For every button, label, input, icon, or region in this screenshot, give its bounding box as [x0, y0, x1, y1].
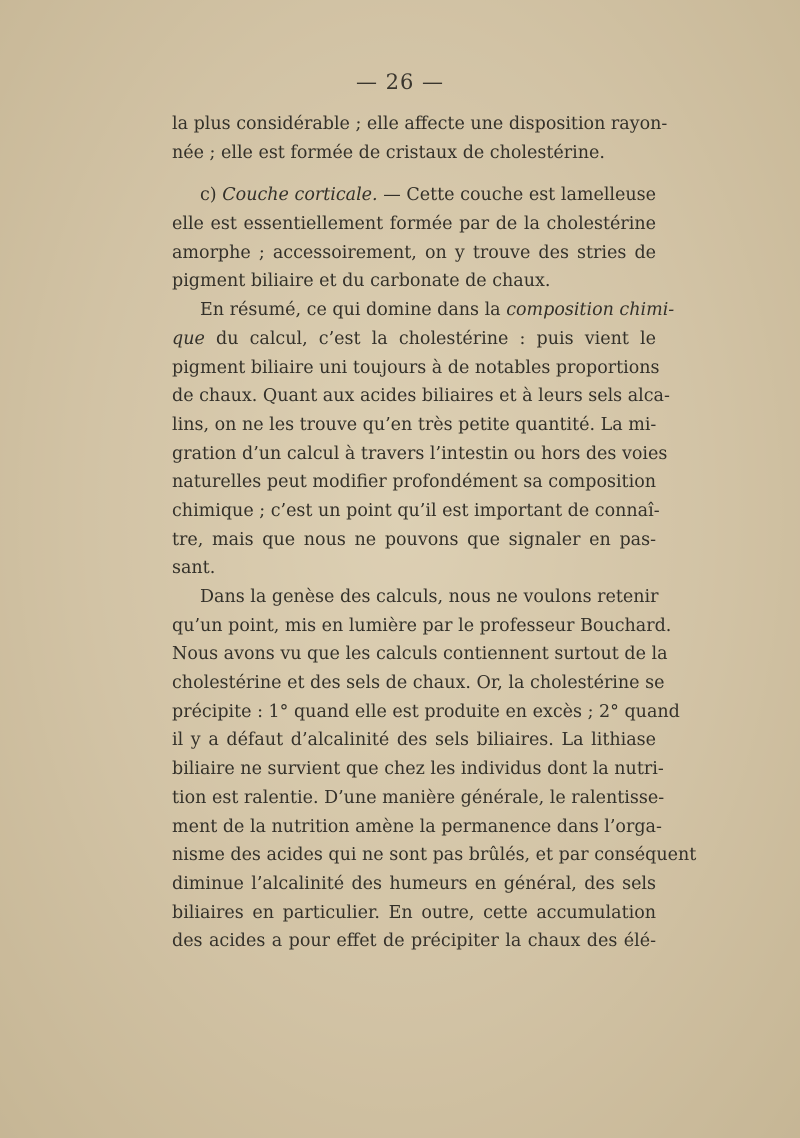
text-line — [172, 497, 660, 526]
text-line-content: née ; elle est formée de cristaux de cholestérine. — [172, 142, 605, 163]
text-line — [172, 755, 664, 784]
text-line-prefix: c) — [200, 185, 223, 206]
text-line — [172, 139, 656, 168]
text-line — [172, 899, 656, 928]
text-line-content: sant. — [172, 558, 216, 579]
text-line-content: la plus considérable ; elle affecte une disposition rayon- — [172, 114, 668, 134]
text-line — [172, 181, 656, 210]
text-line-content: tion est ralentie. D’une manière générale, le ralentisse- — [172, 787, 665, 808]
text-line-content: biliaires en particulier. En outre, cette accumulation — [172, 902, 656, 923]
text-line — [172, 267, 656, 296]
text-line — [172, 813, 662, 842]
text-line — [172, 382, 670, 411]
text-line-content: ment de la nutrition amène la permanence dans l’orga- — [172, 816, 662, 837]
text-line — [172, 210, 656, 239]
text-line-content: de chaux. Quant aux acides biliaires et à leurs sels alca- — [172, 386, 670, 407]
text-line-content: cholestérine et des sels de chaux. Or, la cholestérine se — [172, 673, 665, 694]
italic-term: que — [172, 328, 205, 349]
text-line — [172, 726, 656, 755]
text-line-content: lins, on ne les trouve qu’en très petite quantité. La mi- — [172, 414, 657, 435]
text-line — [172, 612, 672, 641]
text-line — [172, 698, 680, 727]
text-line-content: diminue l’alcalinité des humeurs en général, des sels — [172, 873, 656, 894]
text-line-content: Nous avons vu que les calculs contiennent surtout de la — [172, 644, 668, 665]
text-line-prefix: En résumé, ce qui domine dans la — [200, 300, 507, 321]
text-line-content: gration d’un calcul à travers l’intestin ou hors des voies — [172, 443, 668, 464]
text-line-content: elle est essentiellement formée par de la cholestérine — [172, 214, 656, 235]
text-line — [172, 554, 656, 583]
text-line — [172, 583, 659, 612]
text-line — [172, 110, 668, 139]
text-line-content: nisme des acides qui ne sont pas brûlés, et par conséquent — [172, 845, 697, 866]
text-line-content: précipite : 1° quand elle est produite en excès ; 2° quand — [172, 701, 680, 722]
text-line — [172, 468, 656, 497]
text-line-content: des acides a pour effet de précipiter la chaux des élé- — [172, 931, 656, 952]
text-line — [172, 354, 660, 383]
text-line — [172, 239, 656, 268]
text-line-content: il y a défaut d’alcalinité des sels biliaires. La lithiase — [172, 730, 656, 751]
text-line — [172, 526, 656, 555]
text-line-content: pigment biliaire uni toujours à de notables proportions — [172, 357, 660, 378]
text-line-content: tre, mais que nous ne pouvons que signaler en pas- — [172, 529, 656, 550]
text-line — [172, 927, 656, 956]
text-line-content: — Cette couche est lamelleuse — [377, 185, 656, 206]
text-line — [172, 440, 668, 469]
text-line-content: Dans la genèse des calculs, nous ne voulons retenir — [200, 587, 659, 607]
text-line — [172, 669, 665, 698]
text-line-content: naturelles peut modifier profondément sa composition — [172, 472, 656, 493]
text-line-content: biliaire ne survient que chez les individus dont la nutri- — [172, 759, 664, 780]
page-number: — 26 — — [355, 70, 445, 94]
text-line — [172, 411, 656, 440]
text-line — [172, 870, 656, 899]
text-line-content: pigment biliaire et du carbonate de chaux. — [172, 271, 551, 292]
text-line-content: du calcul, c’est la cholestérine : puis vient le — [204, 328, 656, 349]
body-text — [172, 110, 697, 956]
italic-term: Couche corticale. — [222, 185, 378, 206]
text-line — [172, 296, 675, 325]
text-line — [172, 784, 665, 813]
text-line — [172, 841, 697, 870]
text-line-content: qu’un point, mis en lumière par le professeur Bouchard. — [172, 615, 672, 636]
text-line — [172, 640, 668, 669]
italic-term: composition chimi- — [506, 300, 675, 321]
text-line-content: chimique ; c’est un point qu’il est important de connaî- — [172, 500, 660, 521]
text-line — [172, 325, 656, 354]
text-line-content: amorphe ; accessoirement, on y trouve des stries de — [172, 242, 656, 263]
paragraph-gap — [172, 167, 656, 181]
